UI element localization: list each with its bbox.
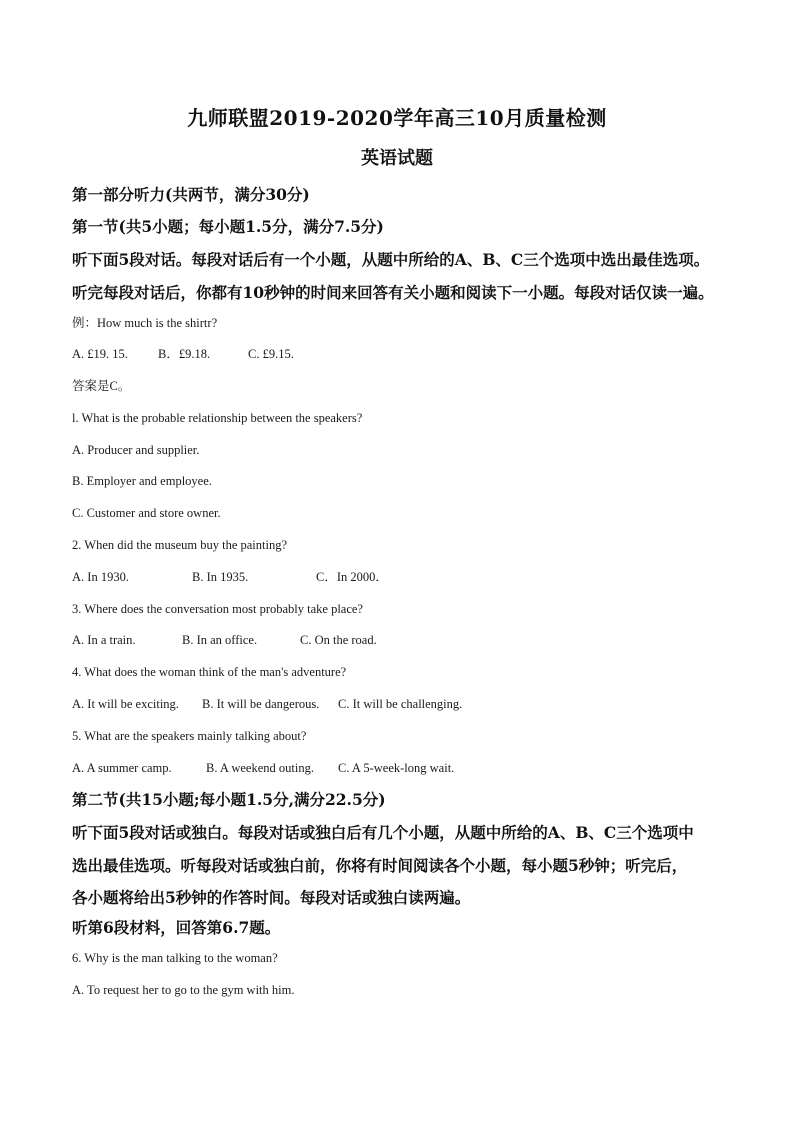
section2-instruction-line2: 选出最佳选项。听每段对话或独白前，你将有时间阅读各个小题，每小题5秒钟；听完后， xyxy=(72,856,688,875)
example-answer: 答案是C。 xyxy=(72,379,131,393)
question-1-option-c: C. Customer and store owner. xyxy=(72,506,221,520)
question-3-option-b: B. In an office. xyxy=(182,633,258,647)
question-4-option-b: B. It will be dangerous. xyxy=(202,697,320,711)
question-5-option-a: A. A summer camp. xyxy=(72,761,172,775)
question-5-option-b: B. A weekend outing. xyxy=(206,761,314,775)
question-2-option-a: A. In 1930. xyxy=(72,570,129,584)
question-1: l. What is the probable relationship between the speakers? xyxy=(72,411,363,425)
question-6-option-a: A. To request her to go to the gym with him. xyxy=(72,983,295,997)
question-1-option-b: B. Employer and employee. xyxy=(72,474,212,488)
section2-heading: 第二节(共15小题;每小题1.5分,满分22.5分) xyxy=(72,790,386,809)
section1-instruction-line1: 听下面5段对话。每段对话后有一个小题，从题中所给的A、B、C三个选项中选出最佳选项。 xyxy=(72,250,710,269)
question-2-option-c: C．In 2000． xyxy=(316,570,388,584)
example-option-c: C. £9.15. xyxy=(248,347,294,361)
part1-heading: 第一部分听力(共两节，满分30分) xyxy=(72,185,310,204)
material-heading: 听第6段材料，回答第6.7题。 xyxy=(72,918,281,937)
question-1-option-a: A. Producer and supplier. xyxy=(72,443,200,457)
question-3: 3. Where does the conversation most probably take place? xyxy=(72,602,363,616)
question-6: 6. Why is the man talking to the woman? xyxy=(72,951,278,965)
example-option-a: A. £19. 15. xyxy=(72,347,128,361)
section2-instruction-line1: 听下面5段对话或独白。每段对话或独白后有几个小题，从题中所给的A、B、C三个选项中 xyxy=(72,823,694,842)
page-title: 九师联盟2019-2020学年高三10月质量检测 xyxy=(187,106,607,130)
section2-instruction-line3: 各小题将给出5秒钟的作答时间。每段对话或独白读两遍。 xyxy=(72,888,471,907)
page-subtitle: 英语试题 xyxy=(361,148,433,169)
example-option-b: B．£9.18. xyxy=(158,347,211,361)
question-5: 5. What are the speakers mainly talking about? xyxy=(72,729,307,743)
example-question: 例：How much is the shirtr? xyxy=(72,316,218,330)
question-3-option-a: A. In a train. xyxy=(72,633,136,647)
question-2-option-b: B. In 1935. xyxy=(192,570,249,584)
section1-heading: 第一节(共5小题；每小题1.5分，满分7.5分) xyxy=(72,217,384,236)
question-5-option-c: C. A 5-week-long wait. xyxy=(338,761,455,775)
question-4-option-c: C. It will be challenging. xyxy=(338,697,463,711)
question-4: 4. What does the woman think of the man's adventure? xyxy=(72,665,347,679)
question-2: 2. When did the museum buy the painting? xyxy=(72,538,288,552)
section1-instruction-line2: 听完每段对话后，你都有10秒钟的时间来回答有关小题和阅读下一小题。每段对话仅读一遍。 xyxy=(72,283,714,302)
question-3-option-c: C. On the road. xyxy=(300,633,377,647)
question-4-option-a: A. It will be exciting. xyxy=(72,697,179,711)
